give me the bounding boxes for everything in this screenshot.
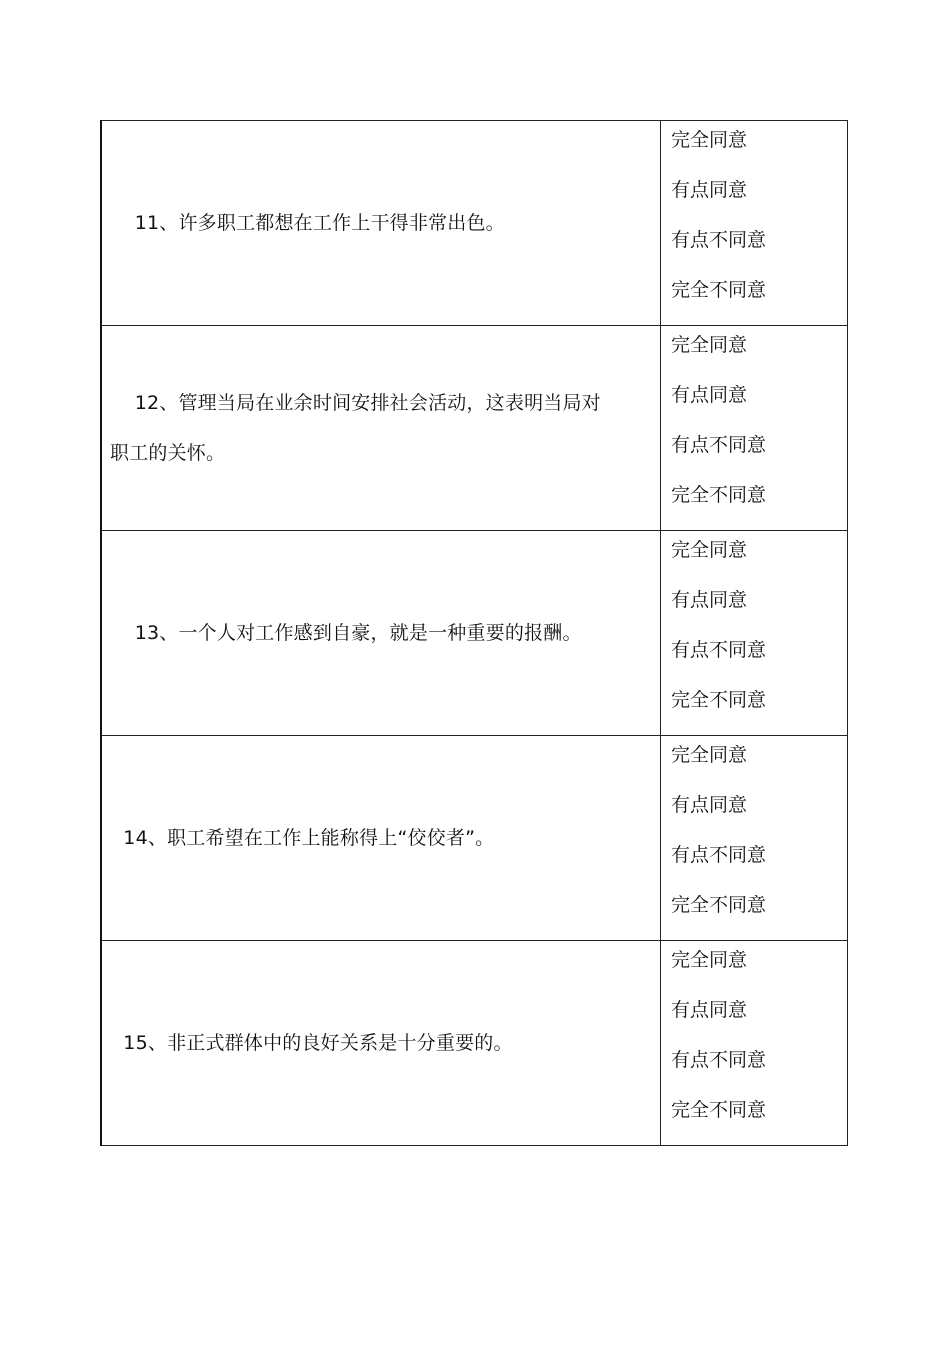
option-strongly-disagree: 完全不同意 bbox=[671, 279, 767, 301]
table-row bbox=[101, 326, 848, 531]
question-cell bbox=[101, 326, 661, 531]
option-somewhat-agree: 有点同意 bbox=[671, 794, 748, 816]
option-somewhat-disagree: 有点不同意 bbox=[671, 434, 767, 456]
question-text: 13、一个人对工作感到自豪，就是一种重要的报酬。 bbox=[134, 622, 582, 644]
table-row bbox=[101, 736, 848, 941]
options-cell bbox=[661, 326, 848, 531]
option-strongly-agree: 完全同意 bbox=[671, 949, 748, 971]
options-cell bbox=[661, 531, 848, 736]
option-strongly-agree: 完全同意 bbox=[671, 744, 748, 766]
table-row bbox=[101, 941, 848, 1146]
options-cell bbox=[661, 736, 848, 941]
question-cell bbox=[101, 121, 661, 326]
question-text: 14、职工希望在工作上能称得上“佼佼者”。 bbox=[123, 827, 495, 849]
option-strongly-agree: 完全同意 bbox=[671, 539, 748, 561]
question-cell bbox=[101, 941, 661, 1146]
option-somewhat-disagree: 有点不同意 bbox=[671, 844, 767, 866]
table-row bbox=[101, 121, 848, 326]
option-strongly-agree: 完全同意 bbox=[671, 334, 748, 356]
option-strongly-agree: 完全同意 bbox=[671, 129, 748, 151]
option-somewhat-agree: 有点同意 bbox=[671, 999, 748, 1021]
options-list bbox=[661, 941, 847, 1145]
option-somewhat-disagree: 有点不同意 bbox=[671, 639, 767, 661]
question-cell bbox=[101, 531, 661, 736]
question-text: 11、许多职工都想在工作上干得非常出色。 bbox=[134, 212, 505, 234]
question-text: 15、非正式群体中的良好关系是十分重要的。 bbox=[123, 1032, 513, 1054]
options-cell bbox=[661, 941, 848, 1146]
option-strongly-disagree: 完全不同意 bbox=[671, 689, 767, 711]
option-somewhat-agree: 有点同意 bbox=[671, 179, 748, 201]
options-list bbox=[661, 736, 847, 940]
options-list bbox=[661, 121, 847, 325]
survey-table bbox=[100, 120, 848, 1146]
option-somewhat-agree: 有点同意 bbox=[671, 589, 748, 611]
question-text: 12、管理当局在业余时间安排社会活动，这表明当局对职工的关怀。 bbox=[110, 392, 601, 464]
question-cell bbox=[101, 736, 661, 941]
option-strongly-disagree: 完全不同意 bbox=[671, 1099, 767, 1121]
option-strongly-disagree: 完全不同意 bbox=[671, 484, 767, 506]
options-list bbox=[661, 326, 847, 530]
option-somewhat-agree: 有点同意 bbox=[671, 384, 748, 406]
option-somewhat-disagree: 有点不同意 bbox=[671, 1049, 767, 1071]
option-somewhat-disagree: 有点不同意 bbox=[671, 229, 767, 251]
table-row bbox=[101, 531, 848, 736]
options-cell bbox=[661, 121, 848, 326]
options-list bbox=[661, 531, 847, 735]
option-strongly-disagree: 完全不同意 bbox=[671, 894, 767, 916]
